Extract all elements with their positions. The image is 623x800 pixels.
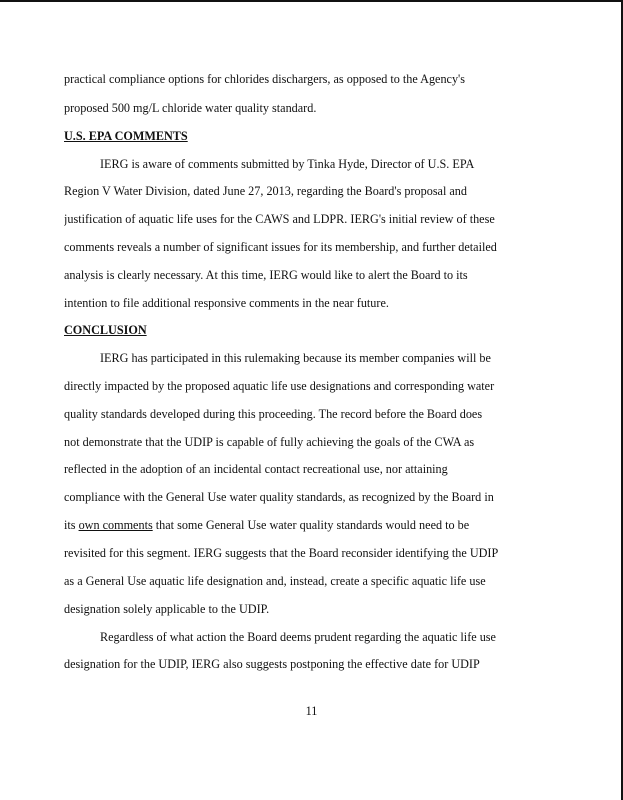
text-segment: that some General Use water quality standards would need to be bbox=[152, 518, 470, 532]
text-line: IERG has participated in this rulemaking because its member companies will be bbox=[100, 351, 491, 365]
own-comments-link-text: own comments bbox=[78, 518, 153, 532]
text-line: IERG is aware of comments submitted by Tinka Hyde, Director of U.S. EPA bbox=[100, 157, 475, 171]
section-heading-conclusion: CONCLUSION bbox=[64, 323, 147, 337]
text-line: justification of aquatic life uses for the CAWS and LDPR. IERG's initial review of these bbox=[64, 212, 495, 226]
text-line: compliance with the General Use water quality standards, as recognized by the Board in bbox=[64, 490, 494, 504]
page-number: 11 bbox=[305, 704, 318, 718]
text-line: analysis is clearly necessary. At this time, IERG would like to alert the Board to its bbox=[64, 268, 468, 282]
text-line: quality standards developed during this proceeding. The record before the Board does bbox=[64, 407, 483, 421]
text-line: designation for the UDIP, IERG also suggests postponing the effective date for UDIP bbox=[64, 657, 480, 671]
text-line: practical compliance options for chlorides dischargers, as opposed to the Agency's bbox=[64, 72, 465, 86]
text-line: directly impacted by the proposed aquatic life use designations and corresponding water bbox=[64, 379, 495, 393]
text-line: designation solely applicable to the UDIP. bbox=[64, 602, 270, 616]
text-line: revisited for this segment. IERG suggests that the Board reconsider identifying the UDIP bbox=[64, 546, 499, 560]
text-line: Region V Water Division, dated June 27, 2013, regarding the Board's proposal and bbox=[64, 184, 467, 198]
text-line bbox=[64, 518, 564, 532]
text-line: intention to file additional responsive comments in the near future. bbox=[64, 296, 389, 310]
text-line: comments reveals a number of significant issues for its membership, and further detailed bbox=[64, 240, 497, 254]
text-segment: its bbox=[64, 518, 79, 532]
text-line: as a General Use aquatic life designation and, instead, create a specific aquatic life use bbox=[64, 574, 486, 588]
text-line: reflected in the adoption of an incidental contact recreational use, nor attaining bbox=[64, 462, 448, 476]
text-line: not demonstrate that the UDIP is capable of fully achieving the goals of the CWA as bbox=[64, 435, 475, 449]
page-border-top bbox=[0, 0, 623, 2]
section-heading-epa-comments: U.S. EPA COMMENTS bbox=[64, 129, 188, 143]
text-line: Regardless of what action the Board deems prudent regarding the aquatic life use bbox=[100, 630, 496, 644]
text-line: proposed 500 mg/L chloride water quality standard. bbox=[64, 101, 317, 115]
